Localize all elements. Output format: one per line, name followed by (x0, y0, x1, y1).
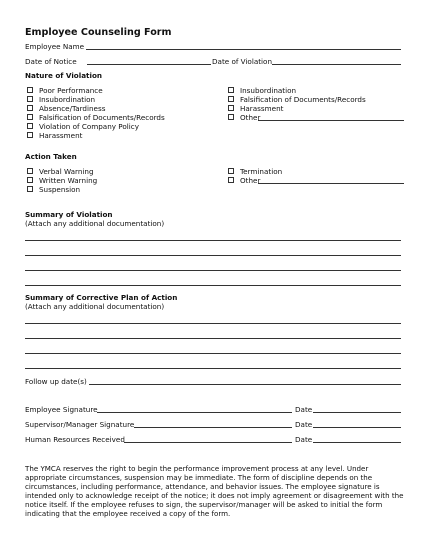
summary-line[interactable] (25, 270, 401, 271)
date-of-violation-label: Date of Violation (212, 57, 272, 66)
checkbox[interactable] (228, 114, 234, 120)
date-label: Date (295, 420, 313, 429)
nature-option[interactable] (27, 95, 95, 104)
supervisor-signature-label: Supervisor/Manager Signature (25, 420, 135, 429)
summary-line[interactable] (25, 240, 401, 241)
nature-option[interactable] (27, 113, 165, 122)
action-option[interactable] (228, 167, 282, 176)
checkbox[interactable] (228, 96, 234, 102)
followup-field[interactable] (89, 384, 401, 385)
form-title: Employee Counseling Form (25, 27, 172, 38)
corrective-line[interactable] (25, 323, 401, 324)
checkbox[interactable] (27, 114, 33, 120)
employee-name-field[interactable] (86, 49, 401, 50)
action-other-field[interactable] (258, 183, 404, 184)
checkbox[interactable] (27, 186, 33, 192)
summary-note: (Attach any additional documentation) (25, 219, 165, 228)
action-option[interactable] (27, 185, 80, 194)
corrective-line[interactable] (25, 368, 401, 369)
date-label: Date (295, 435, 313, 444)
option-label: Violation of Company Policy (39, 122, 139, 131)
checkbox[interactable] (27, 105, 33, 111)
corrective-heading: Summary of Corrective Plan of Action (25, 293, 178, 302)
nature-option[interactable] (228, 104, 283, 113)
option-label: Other (240, 113, 261, 122)
corrective-line[interactable] (25, 353, 401, 354)
checkbox[interactable] (228, 87, 234, 93)
nature-option[interactable] (27, 86, 103, 95)
hr-received-label: Human Resources Received (25, 435, 125, 444)
option-label: Harassment (240, 104, 284, 113)
nature-option[interactable] (27, 122, 139, 131)
date-of-notice-label: Date of Notice (25, 57, 77, 66)
nature-other-field[interactable] (258, 120, 404, 121)
option-label: Verbal Warning (39, 167, 94, 176)
nature-option[interactable] (228, 86, 296, 95)
option-label: Falsification of Documents/Records (39, 113, 165, 122)
disclaimer-paragraph: The YMCA reserves the right to begin the performance improvement process at any level. Under appropriate circumstances, suspension may be immediate. The form of discipline depends on the circumstances, including performance, attendance, and behavior issues. The employee signature is intended only to acknowledge receipt of the notice; it does not imply agreement or disagreement with the notice itself. If the employee refuses to sign, the supervisor/manager will be asked to initial the form indicating that the employee received a copy of the form. (25, 464, 404, 518)
option-label: Poor Performance (39, 86, 103, 95)
action-heading: Action Taken (25, 152, 77, 161)
checkbox[interactable] (27, 132, 33, 138)
checkbox[interactable] (228, 168, 234, 174)
hr-signature-field[interactable] (124, 442, 292, 443)
option-label: Other (240, 176, 261, 185)
option-label: Insubordination (39, 95, 96, 104)
checkbox[interactable] (27, 168, 33, 174)
option-label: Insubordination (240, 86, 297, 95)
checkbox[interactable] (228, 105, 234, 111)
option-label: Termination (240, 167, 283, 176)
supervisor-signature-field[interactable] (134, 427, 292, 428)
date-label: Date (295, 405, 313, 414)
corrective-line[interactable] (25, 338, 401, 339)
option-label: Falsification of Documents/Records (240, 95, 366, 104)
summary-line[interactable] (25, 255, 401, 256)
date-of-notice-field[interactable] (87, 64, 211, 65)
hr-date-field[interactable] (313, 442, 401, 443)
followup-label: Follow up date(s) (25, 377, 87, 386)
corrective-note: (Attach any additional documentation) (25, 302, 165, 311)
nature-option[interactable] (27, 131, 82, 140)
summary-heading: Summary of Violation (25, 210, 113, 219)
action-option[interactable] (228, 176, 260, 185)
checkbox[interactable] (27, 87, 33, 93)
supervisor-date-field[interactable] (313, 427, 401, 428)
employee-date-field[interactable] (313, 412, 401, 413)
action-option[interactable] (27, 167, 94, 176)
checkbox[interactable] (27, 177, 33, 183)
employee-signature-label: Employee Signature (25, 405, 98, 414)
option-label: Absence/Tardiness (39, 104, 106, 113)
employee-name-label: Employee Name (25, 42, 85, 51)
option-label: Harassment (39, 131, 83, 140)
option-label: Suspension (39, 185, 81, 194)
checkbox[interactable] (27, 123, 33, 129)
checkbox[interactable] (228, 177, 234, 183)
nature-option[interactable] (228, 95, 366, 104)
summary-line[interactable] (25, 285, 401, 286)
option-label: Written Warning (39, 176, 98, 185)
nature-heading: Nature of Violation (25, 71, 103, 80)
nature-option[interactable] (27, 104, 105, 113)
checkbox[interactable] (27, 96, 33, 102)
nature-option[interactable] (228, 113, 260, 122)
action-option[interactable] (27, 176, 97, 185)
date-of-violation-field[interactable] (272, 64, 401, 65)
employee-signature-field[interactable] (97, 412, 292, 413)
